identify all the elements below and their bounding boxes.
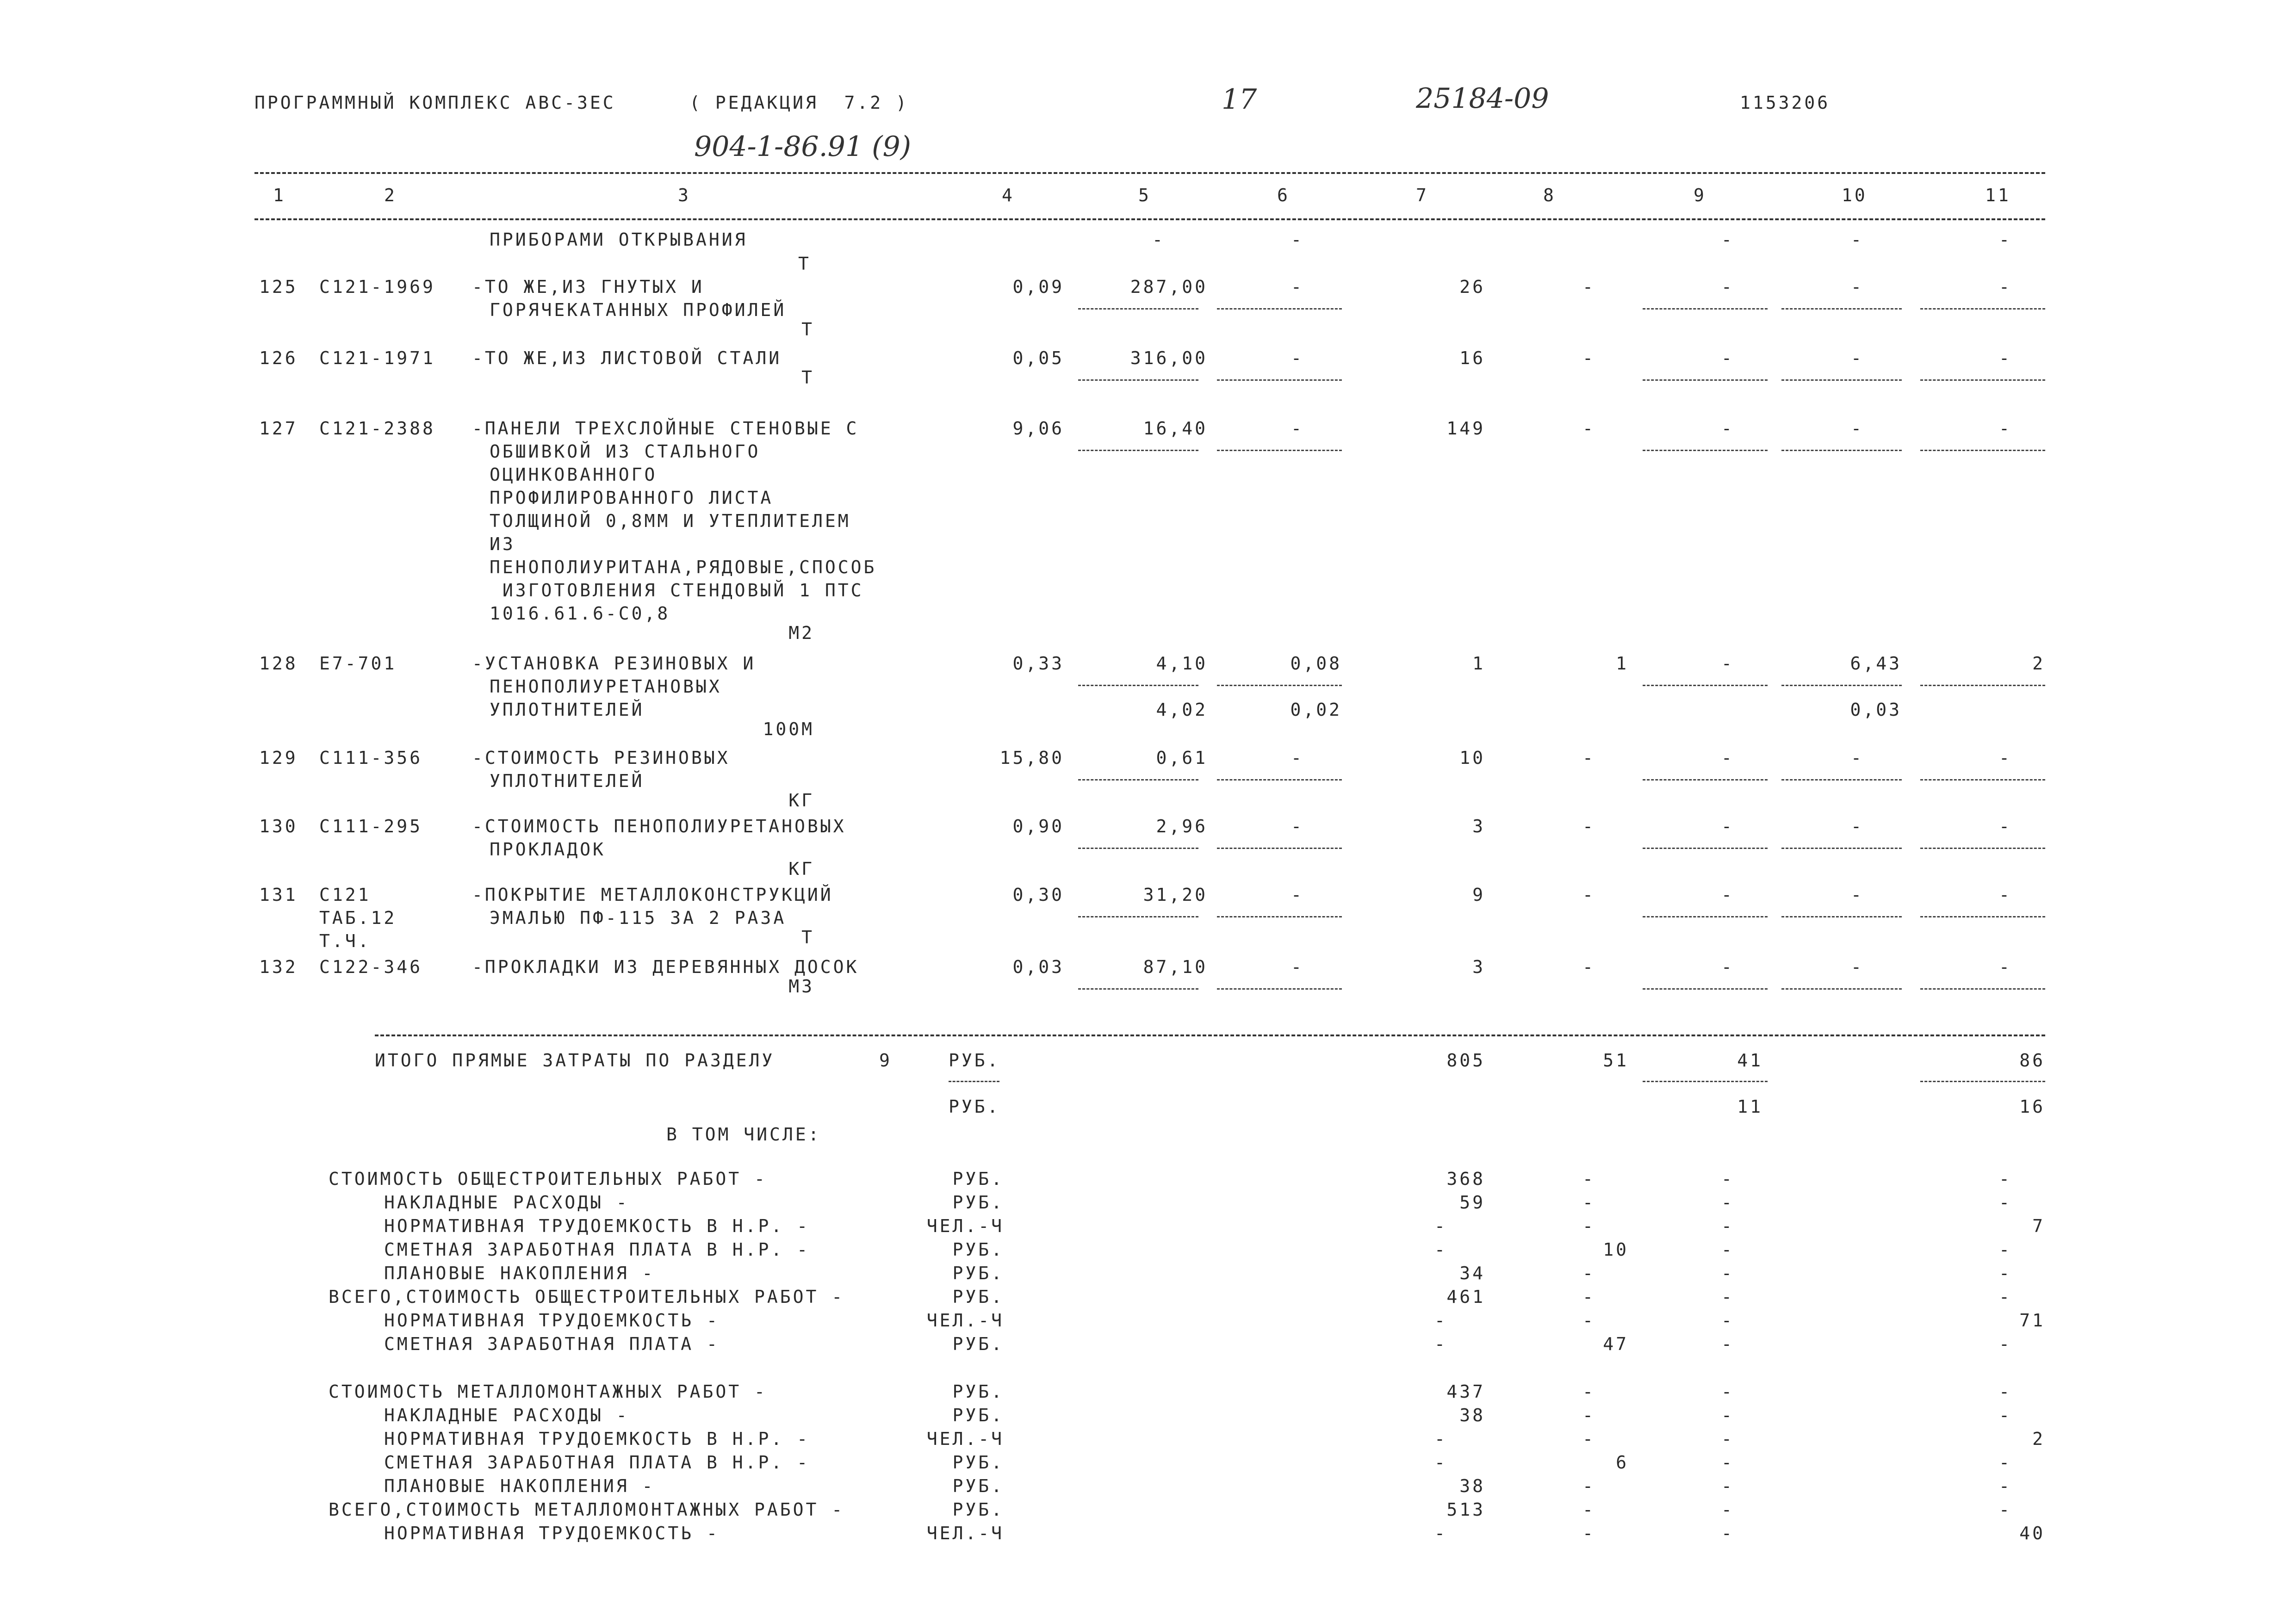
column-number: 11 — [1985, 185, 2011, 205]
row-number: 127 — [259, 418, 298, 439]
row-description: УПЛОТНИТЕЛЕЙ — [490, 771, 645, 791]
summary-mech: - — [1721, 1405, 1734, 1425]
summary-cost: 437 — [1446, 1381, 1485, 1402]
row-salary: - — [1582, 957, 1595, 977]
summary-unit: РУБ. — [952, 1405, 1004, 1425]
row-labor: - — [1999, 418, 2012, 439]
row-labor: - — [1999, 277, 2012, 297]
summary-cost: 34 — [1459, 1263, 1485, 1283]
cell-dash: - — [1851, 957, 1864, 977]
total-mech: 41 — [1737, 1050, 1763, 1071]
cell-rule — [1217, 450, 1342, 451]
column-number: 8 — [1543, 185, 1556, 205]
row-labor: - — [1999, 816, 2012, 836]
summary-labor: - — [1999, 1169, 2012, 1189]
column-number: 2 — [384, 185, 397, 205]
row-description: ИЗГОТОВЛЕНИЯ СТЕНДОВЫЙ 1 ПТС — [490, 580, 864, 601]
row-code: С111-295 — [319, 816, 423, 836]
total-unit: РУБ. — [949, 1050, 1000, 1071]
row-code: С122-346 — [319, 957, 423, 977]
cell-dash: - — [1152, 229, 1165, 250]
row-description: -ПРОКЛАДКИ ИЗ ДЕРЕВЯННЫХ ДОСОК — [472, 957, 859, 977]
cell-rule — [1078, 779, 1198, 781]
row-unit: Т — [798, 254, 811, 274]
summary-mech: - — [1721, 1523, 1734, 1543]
summary-mech: - — [1721, 1499, 1734, 1520]
cell-dash: - — [1721, 277, 1734, 297]
total-section: 9 — [879, 1050, 892, 1071]
summary-cost: - — [1434, 1310, 1447, 1331]
row-price: 0,61 — [1156, 748, 1208, 768]
summary-cost: 461 — [1446, 1287, 1485, 1307]
summary-mech: - — [1721, 1239, 1734, 1260]
column-number: 4 — [1002, 185, 1015, 205]
summary-label: СТОИМОСТЬ ОБЩЕСТРОИТЕЛЬНЫХ РАБОТ - — [329, 1169, 767, 1189]
summary-salary: - — [1582, 1429, 1595, 1449]
cell-rule — [1643, 848, 1768, 849]
row-quantity: 9,06 — [1012, 418, 1064, 439]
row-description: ПРОКЛАДОК — [490, 839, 606, 860]
cell-rule — [1217, 779, 1342, 781]
cell-dash: - — [1291, 229, 1304, 250]
total-cost: 805 — [1446, 1050, 1485, 1071]
cell-dash: - — [1851, 748, 1864, 768]
row-unit: М3 — [788, 976, 814, 997]
cell-dash: - — [1851, 816, 1864, 836]
cell-dash: - — [1291, 348, 1304, 368]
row-code: С121 — [319, 885, 371, 905]
cell-rule — [1643, 1081, 1768, 1082]
total-unit: РУБ. — [949, 1096, 1000, 1117]
row-labor: - — [1999, 748, 2012, 768]
summary-unit: РУБ. — [952, 1263, 1004, 1283]
cell-dash: - — [1291, 418, 1304, 439]
cell-rule — [949, 1081, 999, 1082]
summary-mech: - — [1721, 1381, 1734, 1402]
summary-mech: - — [1721, 1310, 1734, 1331]
project-code: 904-1-86.91 (9) — [694, 130, 912, 163]
summary-unit: РУБ. — [952, 1381, 1004, 1402]
summary-cost: 59 — [1459, 1192, 1485, 1213]
row-description: ИЗ — [490, 534, 515, 554]
row-quantity: 0,05 — [1012, 348, 1064, 368]
row-description: ЭМАЛЬЮ ПФ-115 ЗА 2 РАЗА — [490, 908, 787, 928]
summary-salary: - — [1582, 1169, 1595, 1189]
summary-salary: 10 — [1603, 1239, 1629, 1260]
cell-dash: - — [1721, 348, 1734, 368]
row-description: ГОРЯЧЕКАТАННЫХ ПРОФИЛЕЙ — [490, 300, 787, 320]
cell-dash: - — [1721, 229, 1734, 250]
row-quantity: 0,09 — [1012, 277, 1064, 297]
row-quantity: 0,03 — [1012, 957, 1064, 977]
row-unit: 100М — [763, 719, 814, 739]
row-code: С121-1969 — [319, 277, 435, 297]
summary-unit: РУБ. — [952, 1452, 1004, 1473]
cell-rule — [1920, 308, 2045, 310]
row-price: 316,00 — [1130, 348, 1208, 368]
cell-rule — [1781, 848, 1902, 849]
summary-labor: - — [1999, 1287, 2012, 1307]
cell-rule — [1078, 848, 1198, 849]
cell-dash: - — [1721, 653, 1734, 674]
cell-rule — [1920, 916, 2045, 917]
summary-label: НОРМАТИВНАЯ ТРУДОЕМКОСТЬ В Н.Р. - — [384, 1429, 810, 1449]
row-price: 2,96 — [1156, 816, 1208, 836]
cell-rule — [1920, 379, 2045, 381]
summary-label: НОРМАТИВНАЯ ТРУДОЕМКОСТЬ - — [384, 1523, 720, 1543]
edition: ( РЕДАКЦИЯ 7.2 ) — [689, 93, 909, 113]
cell-rule — [1643, 916, 1768, 917]
summary-mech: - — [1721, 1334, 1734, 1354]
cell-dash: - — [1291, 957, 1304, 977]
summary-labor: - — [1999, 1452, 2012, 1473]
row-unit: КГ — [788, 859, 814, 879]
row-total: 16 — [1459, 348, 1485, 368]
cell-dash: - — [1291, 748, 1304, 768]
cell-rule — [1078, 308, 1198, 310]
summary-cost: - — [1434, 1429, 1447, 1449]
row-salary: 1 — [1616, 653, 1629, 674]
row-total: 3 — [1472, 957, 1485, 977]
cell-rule — [1643, 685, 1768, 686]
summary-salary: - — [1582, 1287, 1595, 1307]
total-rule — [375, 1035, 2045, 1036]
row-continued-text: ПРИБОРАМИ ОТКРЫВАНИЯ — [490, 229, 748, 250]
row-quantity: 0,33 — [1012, 653, 1064, 674]
cell-dash: - — [1851, 277, 1864, 297]
column-number: 3 — [678, 185, 691, 205]
row-unit: Т — [801, 927, 814, 948]
row-salary: - — [1582, 418, 1595, 439]
summary-cost: 38 — [1459, 1476, 1485, 1496]
row-number: 125 — [259, 277, 298, 297]
row-description: -СТОИМОСТЬ ПЕНОПОЛИУРЕТАНОВЫХ — [472, 816, 846, 836]
summary-labor: 2 — [2032, 1429, 2045, 1449]
summary-labor: 71 — [2019, 1310, 2045, 1331]
summary-salary: 47 — [1603, 1334, 1629, 1354]
cell-rule — [1920, 685, 2045, 686]
summary-salary: - — [1582, 1310, 1595, 1331]
summary-unit: РУБ. — [952, 1239, 1004, 1260]
row-description: -ПАНЕЛИ ТРЕХСЛОЙНЫЕ СТЕНОВЫЕ С — [472, 418, 859, 439]
row-code: С121-2388 — [319, 418, 435, 439]
summary-label: НОРМАТИВНАЯ ТРУДОЕМКОСТЬ В Н.Р. - — [384, 1216, 810, 1236]
row-labor: - — [1999, 348, 2012, 368]
row-mech-total-salary: 0,03 — [1850, 700, 1902, 720]
summary-labor: - — [1999, 1381, 2012, 1402]
cell-rule — [1217, 308, 1342, 310]
summary-unit: ЧЕЛ.-Ч — [926, 1310, 1004, 1331]
cell-dash: - — [1721, 816, 1734, 836]
cell-dash: - — [1999, 229, 2012, 250]
row-price: 16,40 — [1143, 418, 1208, 439]
summary-cost: - — [1434, 1239, 1447, 1260]
cell-dash: - — [1851, 885, 1864, 905]
row-labor: - — [1999, 957, 2012, 977]
row-description: ТОЛЩИНОЙ 0,8ММ И УТЕПЛИТЕЛЕМ — [490, 511, 851, 531]
row-description: ОБШИВКОЙ ИЗ СТАЛЬНОГО — [490, 441, 761, 462]
row-description: -СТОИМОСТЬ РЕЗИНОВЫХ — [472, 748, 730, 768]
summary-mech: - — [1721, 1429, 1734, 1449]
summary-label: ПЛАНОВЫЕ НАКОПЛЕНИЯ - — [384, 1263, 655, 1283]
row-quantity: 15,80 — [999, 748, 1064, 768]
cell-rule — [1643, 308, 1768, 310]
summary-mech: - — [1721, 1169, 1734, 1189]
row-total: 9 — [1472, 885, 1485, 905]
summary-label: НАКЛАДНЫЕ РАСХОДЫ - — [384, 1405, 629, 1425]
cell-rule — [1781, 450, 1902, 451]
row-number: 129 — [259, 748, 298, 768]
cell-dash: - — [1721, 748, 1734, 768]
cell-rule — [1217, 916, 1342, 917]
header-rule-bottom — [254, 218, 2045, 220]
summary-label: СМЕТНАЯ ЗАРАБОТНАЯ ПЛАТА В Н.Р. - — [384, 1452, 810, 1473]
summary-cost: 368 — [1446, 1169, 1485, 1189]
cell-dash: - — [1721, 957, 1734, 977]
cell-rule — [1781, 779, 1902, 781]
row-total: 149 — [1446, 418, 1485, 439]
row-price-salary: 4,02 — [1156, 700, 1208, 720]
cell-rule — [1643, 779, 1768, 781]
summary-label: СТОИМОСТЬ МЕТАЛЛОМОНТАЖНЫХ РАБОТ - — [329, 1381, 767, 1402]
summary-salary: - — [1582, 1263, 1595, 1283]
summary-unit: РУБ. — [952, 1169, 1004, 1189]
row-salary: - — [1582, 885, 1595, 905]
document-id: 1153206 — [1740, 93, 1831, 113]
cell-rule — [1920, 779, 2045, 781]
row-description: -ПОКРЫТИЕ МЕТАЛЛОКОНСТРУКЦИЙ — [472, 885, 833, 905]
column-number: 7 — [1416, 185, 1429, 205]
row-salary: - — [1582, 348, 1595, 368]
document-code: 25184-09 — [1416, 82, 1549, 115]
cell-rule — [1078, 450, 1198, 451]
summary-labor: 40 — [2019, 1523, 2045, 1543]
total-salary: 51 — [1603, 1050, 1629, 1071]
row-number: 131 — [259, 885, 298, 905]
cell-dash: - — [1291, 277, 1304, 297]
row-labor: 2 — [2032, 653, 2045, 674]
row-unit: Т — [801, 319, 814, 340]
row-unit: Т — [801, 367, 814, 388]
summary-label: НОРМАТИВНАЯ ТРУДОЕМКОСТЬ - — [384, 1310, 720, 1331]
summary-cost: - — [1434, 1452, 1447, 1473]
cell-rule — [1781, 379, 1902, 381]
row-labor: - — [1999, 885, 2012, 905]
row-unit: М2 — [788, 623, 814, 643]
total-label: ИТОГО ПРЯМЫЕ ЗАТРАТЫ ПО РАЗДЕЛУ — [375, 1050, 775, 1071]
summary-salary: - — [1582, 1381, 1595, 1402]
row-description: 1016.61.6-С0,8 — [490, 603, 670, 624]
row-code: Т.Ч. — [319, 931, 371, 951]
summary-label: СМЕТНАЯ ЗАРАБОТНАЯ ПЛАТА - — [384, 1334, 720, 1354]
row-description: -ТО ЖЕ,ИЗ ЛИСТОВОЙ СТАЛИ — [472, 348, 782, 368]
cell-dash: - — [1851, 348, 1864, 368]
cell-rule — [1920, 848, 2045, 849]
row-price: 31,20 — [1143, 885, 1208, 905]
summary-unit: РУБ. — [952, 1287, 1004, 1307]
summary-cost: - — [1434, 1216, 1447, 1236]
row-mech-cost: 0,08 — [1290, 653, 1342, 674]
summary-unit: РУБ. — [952, 1192, 1004, 1213]
summary-label: ВСЕГО,СТОИМОСТЬ ОБЩЕСТРОИТЕЛЬНЫХ РАБОТ - — [329, 1287, 845, 1307]
summary-cost: - — [1434, 1523, 1447, 1543]
cell-rule — [1078, 916, 1198, 917]
cell-rule — [1920, 1081, 2045, 1082]
cell-rule — [1781, 308, 1902, 310]
row-unit: КГ — [788, 790, 814, 811]
program-name: ПРОГРАММНЫЙ КОМПЛЕКС АВС-3ЕС — [254, 93, 616, 113]
cell-rule — [1643, 988, 1768, 990]
summary-labor: - — [1999, 1476, 2012, 1496]
row-number: 132 — [259, 957, 298, 977]
row-description: ПЕНОПОЛИУРЕТАНОВЫХ — [490, 676, 722, 697]
cell-rule — [1217, 848, 1342, 849]
summary-salary: - — [1582, 1405, 1595, 1425]
row-description: -УСТАНОВКА РЕЗИНОВЫХ И — [472, 653, 756, 674]
cell-rule — [1781, 916, 1902, 917]
row-price: 4,10 — [1156, 653, 1208, 674]
page-number: 17 — [1222, 83, 1257, 116]
summary-cost: 38 — [1459, 1405, 1485, 1425]
cell-rule — [1078, 988, 1198, 990]
row-number: 130 — [259, 816, 298, 836]
summary-mech: - — [1721, 1192, 1734, 1213]
row-salary: - — [1582, 277, 1595, 297]
column-number: 6 — [1277, 185, 1290, 205]
cell-rule — [1217, 379, 1342, 381]
row-quantity: 0,30 — [1012, 885, 1064, 905]
summary-mech: - — [1721, 1263, 1734, 1283]
summary-mech: - — [1721, 1216, 1734, 1236]
summary-mech: - — [1721, 1287, 1734, 1307]
summary-label: СМЕТНАЯ ЗАРАБОТНАЯ ПЛАТА В Н.Р. - — [384, 1239, 810, 1260]
column-number: 9 — [1694, 185, 1706, 205]
summary-labor: - — [1999, 1192, 2012, 1213]
row-description: УПЛОТНИТЕЛЕЙ — [490, 700, 645, 720]
row-price: 87,10 — [1143, 957, 1208, 977]
summary-mech: - — [1721, 1476, 1734, 1496]
summary-unit: ЧЕЛ.-Ч — [926, 1216, 1004, 1236]
cell-dash: - — [1721, 418, 1734, 439]
cell-rule — [1781, 685, 1902, 686]
cell-rule — [1217, 988, 1342, 990]
summary-label: ПЛАНОВЫЕ НАКОПЛЕНИЯ - — [384, 1476, 655, 1496]
total-labor: 86 — [2019, 1050, 2045, 1071]
column-number: 1 — [273, 185, 286, 205]
summary-salary: - — [1582, 1192, 1595, 1213]
cell-dash: - — [1851, 418, 1864, 439]
cell-rule — [1078, 685, 1198, 686]
row-total: 10 — [1459, 748, 1485, 768]
total-mech-salary: 11 — [1737, 1096, 1763, 1117]
summary-salary: - — [1582, 1523, 1595, 1543]
cell-dash: - — [1851, 229, 1864, 250]
summary-cost: - — [1434, 1334, 1447, 1354]
cell-dash: - — [1721, 885, 1734, 905]
summary-labor: 7 — [2032, 1216, 2045, 1236]
summary-cost: 513 — [1446, 1499, 1485, 1520]
summary-unit: РУБ. — [952, 1334, 1004, 1354]
cell-rule — [1078, 379, 1198, 381]
summary-salary: - — [1582, 1499, 1595, 1520]
row-description: -ТО ЖЕ,ИЗ ГНУТЫХ И — [472, 277, 704, 297]
row-code: С121-1971 — [319, 348, 435, 368]
summary-unit: РУБ. — [952, 1499, 1004, 1520]
row-quantity: 0,90 — [1012, 816, 1064, 836]
summary-labor: - — [1999, 1405, 2012, 1425]
summary-labor: - — [1999, 1263, 2012, 1283]
cell-rule — [1217, 685, 1342, 686]
summary-salary: - — [1582, 1216, 1595, 1236]
summary-mech: - — [1721, 1452, 1734, 1473]
cell-rule — [1920, 450, 2045, 451]
row-description: ОЦИНКОВАННОГО — [490, 465, 658, 485]
row-number: 128 — [259, 653, 298, 674]
row-number: 126 — [259, 348, 298, 368]
row-price: 287,00 — [1130, 277, 1208, 297]
row-description: ПРОФИЛИРОВАННОГО ЛИСТА — [490, 488, 774, 508]
cell-rule — [1643, 379, 1768, 381]
summary-salary: 6 — [1616, 1452, 1629, 1473]
row-salary: - — [1582, 748, 1595, 768]
summary-label: НАКЛАДНЫЕ РАСХОДЫ - — [384, 1192, 629, 1213]
cell-rule — [1920, 988, 2045, 990]
summary-salary: - — [1582, 1476, 1595, 1496]
column-number: 10 — [1842, 185, 1868, 205]
row-mech-salary: 0,02 — [1290, 700, 1342, 720]
row-code: Е7-701 — [319, 653, 397, 674]
header-rule-top — [254, 172, 2045, 174]
cell-dash: - — [1291, 816, 1304, 836]
cell-rule — [1643, 450, 1768, 451]
row-description: ПЕНОПОЛИУРИТАНА,РЯДОВЫЕ,СПОСОБ — [490, 557, 877, 577]
cell-rule — [1781, 988, 1902, 990]
row-total: 26 — [1459, 277, 1485, 297]
cell-dash: - — [1291, 885, 1304, 905]
row-total: 1 — [1472, 653, 1485, 674]
column-number: 5 — [1138, 185, 1151, 205]
summary-unit: ЧЕЛ.-Ч — [926, 1523, 1004, 1543]
summary-label: ВСЕГО,СТОИМОСТЬ МЕТАЛЛОМОНТАЖНЫХ РАБОТ - — [329, 1499, 845, 1520]
including-heading: В ТОМ ЧИСЛЕ: — [666, 1124, 821, 1145]
total-labor-b: 16 — [2019, 1096, 2045, 1117]
summary-labor: - — [1999, 1239, 2012, 1260]
summary-unit: РУБ. — [952, 1476, 1004, 1496]
summary-labor: - — [1999, 1499, 2012, 1520]
row-code: ТАБ.12 — [319, 908, 397, 928]
row-mech-total: 6,43 — [1850, 653, 1902, 674]
row-salary: - — [1582, 816, 1595, 836]
row-code: С111-356 — [319, 748, 423, 768]
summary-unit: ЧЕЛ.-Ч — [926, 1429, 1004, 1449]
summary-labor: - — [1999, 1334, 2012, 1354]
row-total: 3 — [1472, 816, 1485, 836]
